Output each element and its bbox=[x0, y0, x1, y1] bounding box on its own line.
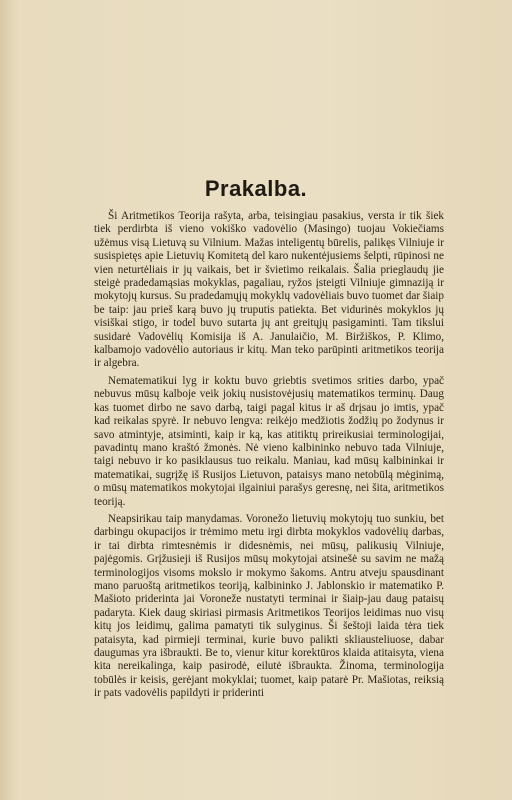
paragraph-2: Nematematikui lyg ir koktu buvo griebtis svetimos srities darbo, ypač nebuvus mūsų kalboje veik jokių nusistovėjusių matematikos terminų. Daug kas tuomet dirbo ne savo darbą, taigi pagal kitus ir aš drįsau jo imtis, ypač kad reikalas spyrė. Ir nebuvo lengva: reikėjo medžiotis žodžių po žodynus ir savo atmintyje, atsiminti, kaip ir ką, kas atitiktų prireikusiai terminologijai, pavadintų mano kraštó žmonės. Nė vieno kalbininko nebuvo tada Vilniuje, taigi nebuvo ir ko pasiklausus tuo reikalu. Maniau, kad mūsų kalbininkai ir matematikai, sugrįžę iš Rusijos Lietuvon, pataisys mano netobūlą mėginimą, o mūsų matematikos mokytojai ilgainiui parašys geresnę, nei šita, aritmetikos teoriją. bbox=[94, 374, 444, 508]
paragraph-3: Neapsirikau taip manydamas. Voronežo lietuvių mokytojų tuo sunkiu, bet darbingu okupacijos ir trėmimo metu irgi dirbta mokyklos vadovėlių darbas, ir tai dirbta rimtesnėmis ir didesnėmis, nei mūsų, palikusių Vilniuje, pajėgomis. Grįžusieji iš Rusijos mūsų mokytojai atsinešė su savim ne mažą terminologijos visoms mokslo ir mokymo šakoms. Antru atveju spausdinant mano paruoštą aritmetikos teoriją, kalbininko J. Jablonskio ir matematiko P. Mašioto priderinta jai Voroneže nustatyti terminai ir šiaip-jau daug pataisų padaryta. Kiek daug skiriasi pirmasis Aritmetikos Teorijos leidimas nuo visų kitų jos leidimų, galima pamatyti tik sulyginus. Ši šeštoji laida tėra tiek pataisyta, kad pirmieji terminai, kurie buvo palikti skliausteliuose, dabar daugumas yra išbraukti. Be to, vienur kitur korektūros klaida atitaisyta, viena kita nereikalinga, kaip pasirodė, eilutė išbraukta. Žinoma, terminologija tobūlės ir keisis, gerėjant mokyklai; tuomet, kaip patarė Pr. Mašiotas, reiksią ir pats vadovėlis papildyti ir priderinti bbox=[94, 512, 444, 700]
document-body bbox=[94, 210, 444, 705]
page-title: Prakalba. bbox=[204, 176, 308, 201]
paragraph-1: Ši Aritmetikos Teorija rašyta, arba, teisingiau pasakius, versta ir tik šiek tiek perdirbta iš vieno vokiško vadovėlio (Masingo) tuojau Vokiečiams užėmus visą Lietuvą su Vilnium. Mažas inteligentų būrelis, palikęs Vilniuje ir susispietęs apie Lietuvių Komitetą del karo nukentėjusiems šelpti, rūpinosi ne vien neturtėliais ir jų vaikais, bet ir švietimo reikalais. Šalia prieglaudų jie steigė pradedamąsias mokyklas, pagaliau, ryžos įsteigti Vilniuje gimnaziją ir mokytojų kursus. Su pradedamųjų mokyklų vadovėliais buvo tuomet dar šiaip be taip: jau prieš karą buvo jų truputis patiekta. Bet vidurinės mokyklos jų visiškai stigo, ir todel buvo sutarta jų ant greitųjų pasigaminti. Tam tikslui susidarė Vadovėlių Komisija iš A. Janulaičio, M. Biržiškos, P. Klimo, kalbamojo vadovėlio autoriaus ir kitų. Man teko parūpinti aritmetikos teorija ir algebra. bbox=[94, 210, 444, 370]
